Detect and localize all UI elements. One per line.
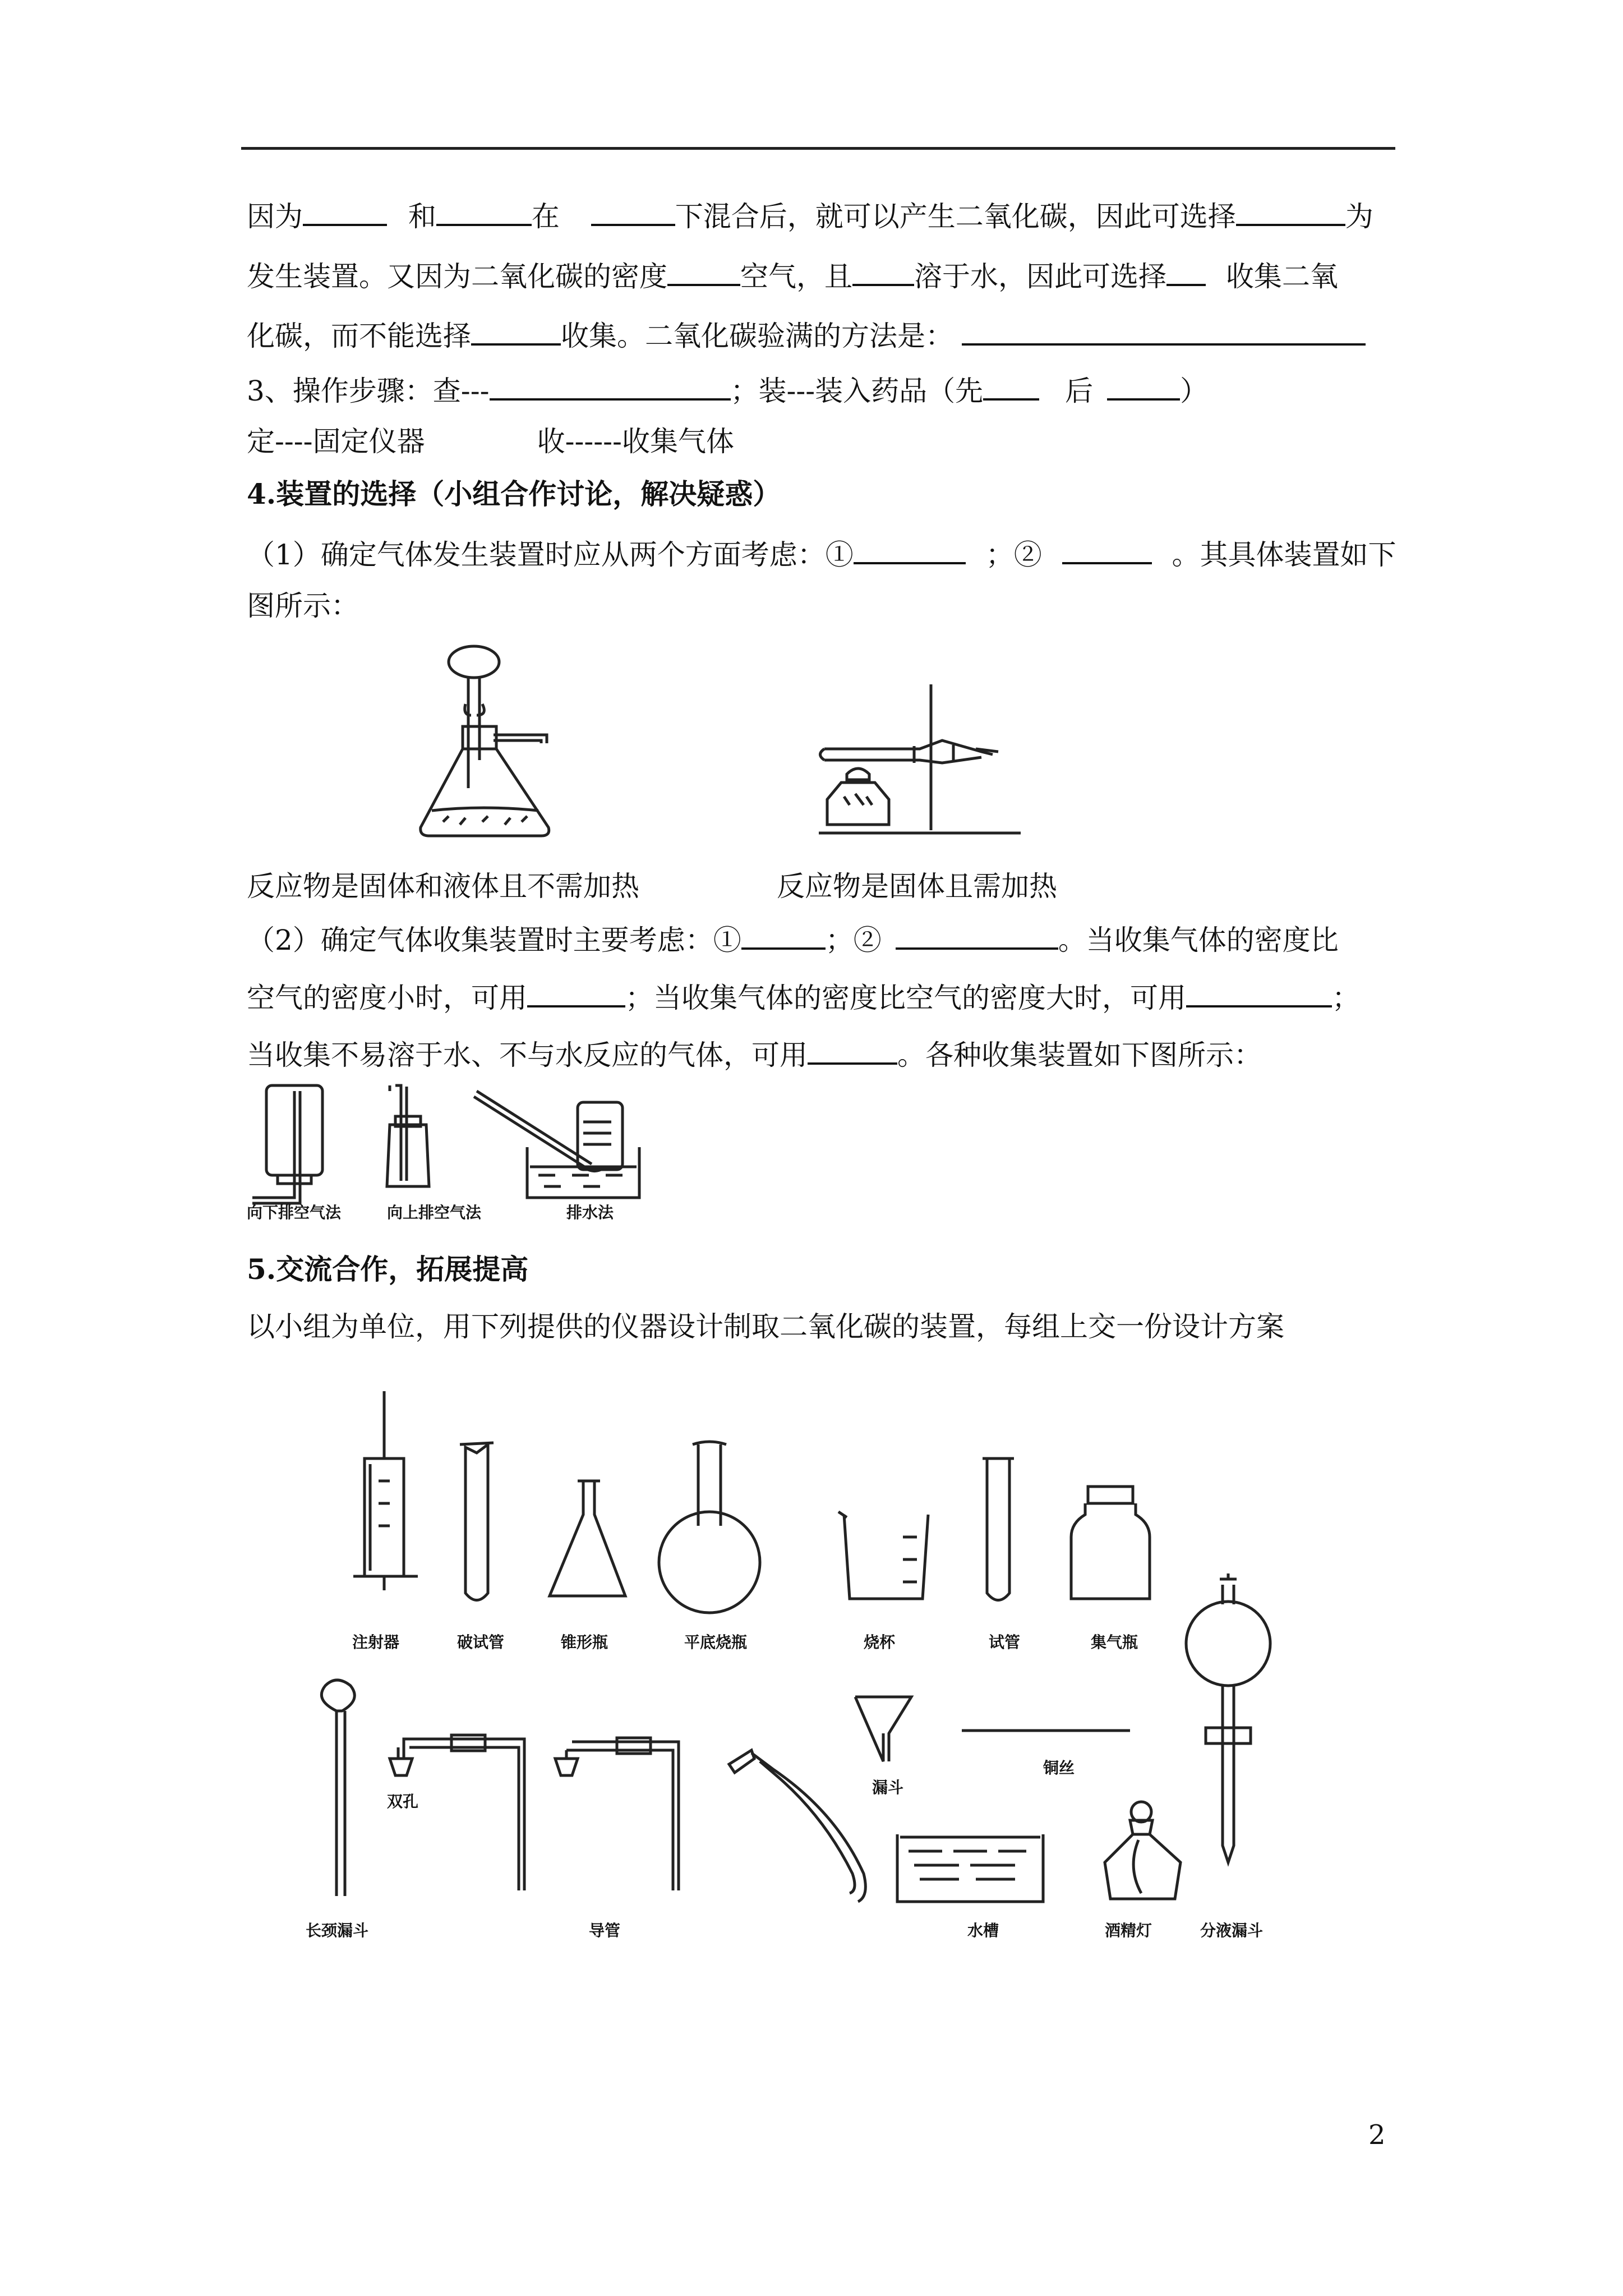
text: 3、操作步骤：查--- <box>247 375 490 407</box>
label-broken-test-tube: 破试管 <box>457 1633 505 1651</box>
text-line-3 <box>247 319 1366 350</box>
text: 收集。二氧化碳验满的方法是： <box>561 320 953 352</box>
label-long-neck-funnel: 长颈漏斗 <box>306 1921 369 1940</box>
text: 空气的密度小时，可用 <box>247 982 527 1014</box>
section-heading-4: 4.装置的选择（小组合作讨论，解决疑惑） <box>247 477 781 510</box>
fill-blank[interactable] <box>741 923 826 950</box>
text: 。其具体装置如下 <box>1172 539 1396 571</box>
label-downward-air: 向下排空气法 <box>247 1203 342 1222</box>
caption-generator-2: 反应物是固体且需加热 <box>777 870 1057 903</box>
label-delivery-tube: 导管 <box>589 1921 621 1940</box>
text: 化碳，而不能选择 <box>247 320 471 352</box>
text: 收集二氧 <box>1225 260 1338 293</box>
label-syringe: 注射器 <box>352 1633 400 1651</box>
fill-blank[interactable] <box>962 319 1366 346</box>
fill-blank[interactable] <box>1062 537 1152 564</box>
caption-generator-1: 反应物是固体和液体且不需加热 <box>247 870 639 903</box>
label-alcohol-lamp: 酒精灯 <box>1105 1921 1152 1940</box>
label-funnel: 漏斗 <box>872 1778 904 1797</box>
text: 溶于水，因此可选择 <box>914 260 1166 293</box>
text: （1）确定气体发生装置时应从两个方面考虑：① <box>247 539 854 571</box>
fill-blank[interactable] <box>471 319 561 346</box>
fill-blank[interactable] <box>1186 981 1332 1007</box>
label-water-trough: 水槽 <box>967 1921 999 1940</box>
text: 。各种收集装置如下图所示： <box>897 1039 1262 1071</box>
text-line-p3: 以小组为单位，用下列提供的仪器设计制取二氧化碳的装置，每组上交一份设计方案 <box>247 1310 1284 1343</box>
label-beaker: 烧杯 <box>864 1633 896 1651</box>
text: 发生装置。又因为二氧化碳的密度 <box>247 260 667 293</box>
text-line-p2b <box>247 981 1360 1012</box>
fill-blank[interactable] <box>490 374 731 401</box>
text-line-p2 <box>247 923 1339 954</box>
fill-blank[interactable] <box>1107 374 1180 401</box>
text-line-5 <box>247 425 734 458</box>
text: ；② <box>825 924 882 956</box>
text: ； <box>1332 982 1360 1014</box>
text: ；② <box>985 539 1042 571</box>
text: 为 <box>1345 200 1373 233</box>
fill-blank[interactable] <box>591 199 675 226</box>
text-line-p2c <box>247 1038 1262 1069</box>
label-gas-jar: 集气瓶 <box>1091 1633 1138 1651</box>
text: （2）确定气体收集装置时主要考虑：① <box>247 924 741 956</box>
text: 空气，且 <box>740 260 852 293</box>
fill-blank[interactable] <box>896 923 1058 950</box>
generator-diagram-heating <box>808 679 1032 841</box>
text: 因为 <box>247 200 303 233</box>
text: 收------收集气体 <box>537 425 734 458</box>
fill-blank[interactable] <box>808 1038 897 1065</box>
label-upward-air: 向上排空气法 <box>387 1203 482 1222</box>
fill-blank[interactable] <box>983 374 1039 401</box>
text: ；当收集气体的密度比空气的密度大时，可用 <box>625 982 1186 1014</box>
section-heading-5: 5.交流合作，拓展提高 <box>247 1253 529 1286</box>
fill-blank[interactable] <box>1166 259 1206 286</box>
text: 和 <box>408 200 436 233</box>
fill-blank[interactable] <box>1236 199 1345 226</box>
text: 定----固定仪器 <box>247 425 425 458</box>
header-rule <box>241 147 1395 150</box>
label-flat-flask: 平底烧瓶 <box>684 1633 748 1651</box>
fill-blank[interactable] <box>527 981 625 1007</box>
label-water-displacement: 排水法 <box>566 1203 614 1222</box>
label-conical-flask: 锥形瓶 <box>561 1633 608 1651</box>
generator-diagram-flask <box>409 642 623 844</box>
fill-blank[interactable] <box>854 537 966 564</box>
page-number: 2 <box>1368 2119 1386 2151</box>
label-copper-wire: 铜丝 <box>1043 1759 1075 1777</box>
fill-blank[interactable] <box>303 199 387 226</box>
text: ） <box>1180 375 1209 407</box>
fill-blank[interactable] <box>436 199 532 226</box>
label-separatory-funnel: 分液漏斗 <box>1200 1921 1264 1940</box>
text-line-1 <box>247 199 1373 231</box>
text-line-2 <box>247 259 1338 291</box>
text: 当收集不易溶于水、不与水反应的气体，可用 <box>247 1039 808 1071</box>
text-line-p1 <box>247 537 1396 569</box>
label-test-tube: 试管 <box>989 1633 1021 1651</box>
text-line-p1b: 图所示： <box>247 590 359 622</box>
text: 后 <box>1065 375 1094 407</box>
text: 下混合后，就可以产生二氧化碳，因此可选择 <box>675 200 1236 233</box>
apparatus-row-2 <box>303 1559 1312 1930</box>
text: 。当收集气体的密度比 <box>1058 924 1339 956</box>
text: ；装---装入药品（先 <box>730 375 984 407</box>
text-line-4 <box>247 374 1208 405</box>
label-two-hole-stopper: 双孔 <box>387 1792 419 1811</box>
fill-blank[interactable] <box>667 259 740 286</box>
text: 在 <box>531 200 560 233</box>
fill-blank[interactable] <box>852 259 914 286</box>
